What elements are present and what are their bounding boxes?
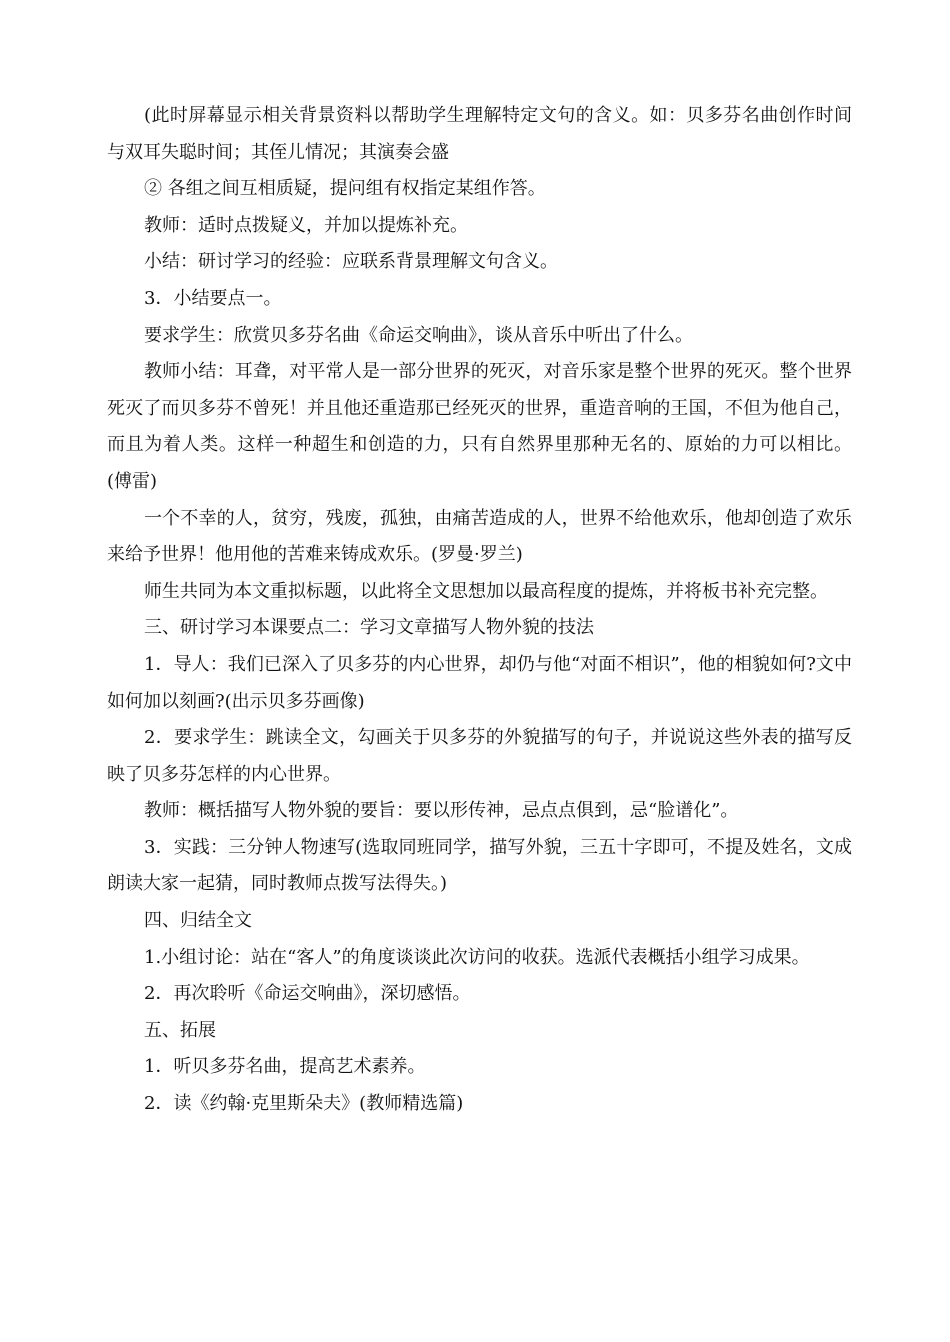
paragraph-quote-romain-rolland: 一个不幸的人，贫穷，残废，孤独，由痛苦造成的人，世界不给他欢乐，他却创造了欢乐来给予世界！他用他的苦难来铸成欢乐。(罗曼·罗兰) <box>107 507 852 566</box>
paragraph-intro-appearance: 1．导人：我们已深入了贝多芬的内心世界，却仍与他“对面不相识”，他的相貌如何?文中如何加以刻画?(出示贝多芬画像) <box>107 653 852 712</box>
paragraph-extension-read: 2．读《约翰·克里斯朵夫》(教师精选篇) <box>144 1093 464 1115</box>
paragraph-teacher-appearance-tips: 教师：概括描写人物外貌的要旨：要以形传神，忌点点俱到，忌“脸谱化”。 <box>144 800 739 822</box>
paragraph-group-discussion: 1.小组讨论：站在“客人”的角度谈谈此次访问的收获。选派代表概括小组学习成果。 <box>144 946 810 968</box>
section-heading-five: 五、拓展 <box>144 1019 216 1041</box>
section-heading-four: 四、归结全文 <box>144 910 252 932</box>
paragraph-teacher-summary-fulei: 教师小结：耳聋，对平常人是一部分世界的死灭，对音乐家是整个世界的死灭。整个世界死灭了而贝多芬不曾死！并且他还重造那已经死灭的世界，重造音响的王国，不但为他自己，而且为着人类。这样一种超生和创造的力，只有自然界里那种无名的、原始的力可以相比。(傅雷) <box>107 361 852 492</box>
paragraph-extension-listen: 1．听贝多芬名曲，提高艺术素养。 <box>144 1056 426 1078</box>
paragraph-background-note: (此时屏幕显示相关背景资料以帮助学生理解特定文句的含义。如：贝多芬名曲创作时间与双耳失聪时间；其侄儿情况；其演奏会盛 <box>107 105 852 163</box>
paragraph-summary-experience: 小结：研讨学习的经验：应联系背景理解文句含义。 <box>144 251 558 273</box>
paragraph-group-questioning: ② 各组之间互相质疑，提问组有权指定某组作答。 <box>144 178 546 200</box>
paragraph-retitle: 师生共同为本文重拟标题，以此将全文思想加以最高程度的提炼，并将板书补充完整。 <box>144 580 828 602</box>
paragraph-practice-sketch: 3．实践：三分钟人物速写(选取同班同学，描写外貌，三五十字即可，不提及姓名，文成朗读大家一起猜，同时教师点拨写法得失。) <box>107 836 852 895</box>
section-heading-three: 三、研讨学习本课要点二：学习文章描写人物外貌的技法 <box>144 617 594 639</box>
paragraph-listen-again: 2．再次聆听《命运交响曲》，深切感悟。 <box>144 983 471 1005</box>
document-body <box>107 98 852 1123</box>
paragraph-student-task-music: 要求学生：欣赏贝多芬名曲《命运交响曲》，谈从音乐中听出了什么。 <box>144 324 693 346</box>
paragraph-teacher-guidance: 教师：适时点拨疑义，并加以提炼补充。 <box>144 214 468 236</box>
paragraph-summary-point-one: 3．小结要点一。 <box>144 287 282 309</box>
paragraph-skim-reading: 2．要求学生：跳读全文，勾画关于贝多芬的外貌描写的句子，并说说这些外表的描写反映了贝多芬怎样的内心世界。 <box>107 727 852 785</box>
